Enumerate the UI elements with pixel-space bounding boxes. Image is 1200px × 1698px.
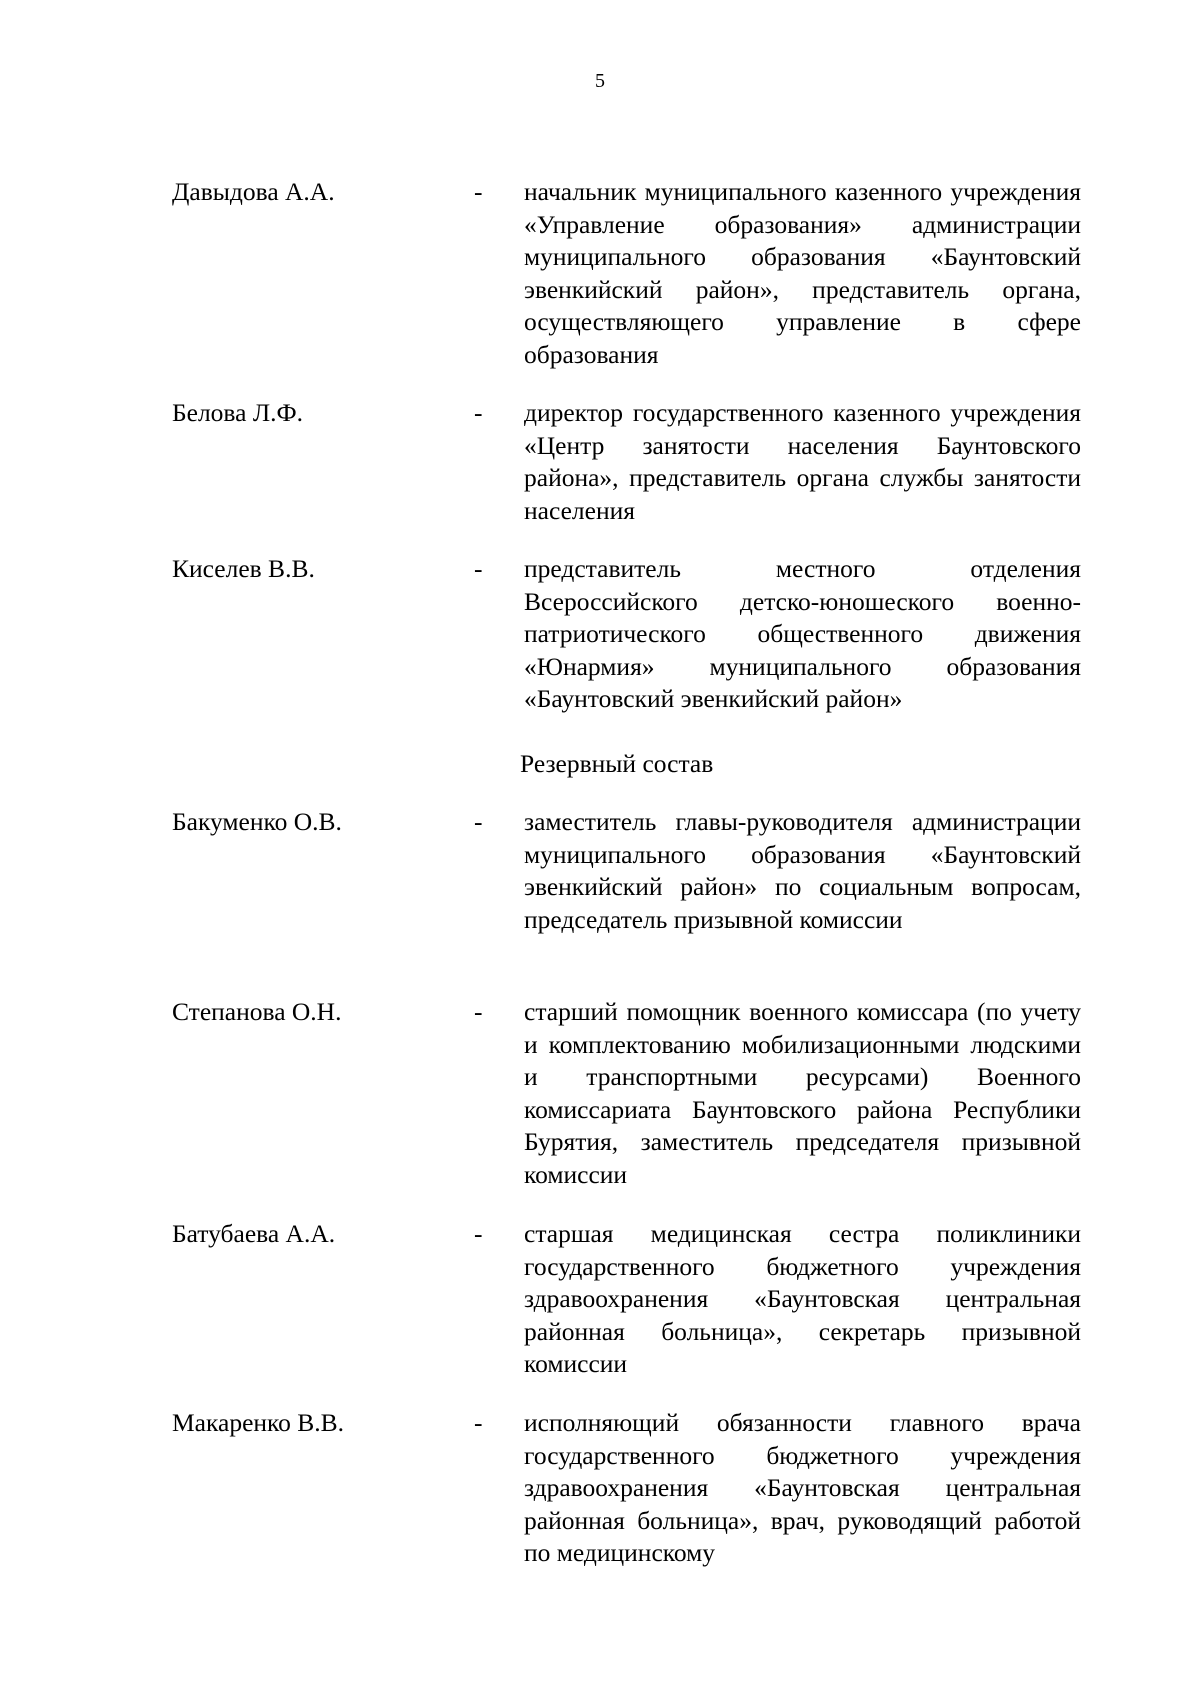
entry-dash: - — [474, 1219, 483, 1248]
member-description: старшая медицинская сестра поликлиники государственного бюджетного учреждения здравоохранения «Баунтовская центральная районная больница», секретарь призывной комиссии — [524, 1219, 1081, 1379]
member-description: исполняющий обязанности главного врача государственного бюджетного учреждения здравоохранения «Баунтовская центральная районная больница», врач, руководящий работой по медицинскому — [524, 1408, 1081, 1568]
entry-dash: - — [474, 398, 483, 427]
member-description: старший помощник военного комиссара (по учету и комплектованию мобилизационными людскими и транспортными ресурсами) Военного комиссариата Баунтовского района Республики Бурятия, заместитель председателя призывной комиссии — [524, 997, 1081, 1189]
entry-dash: - — [474, 554, 483, 583]
member-description: заместитель главы-руководителя администрации муниципального образования «Баунтовский эвенкийский район» по социальным вопросам, председатель призывной комиссии — [524, 807, 1081, 934]
member-description: представитель местного отделения Всероссийского детско-юношеского военно-патриотического общественного движения «Юнармия» муниципального образования «Баунтовский эвенкийский район» — [524, 554, 1081, 714]
member-name: Давыдова А.А. — [172, 177, 335, 206]
entry-dash: - — [474, 1408, 483, 1437]
member-name: Степанова О.Н. — [172, 997, 342, 1026]
entry-dash: - — [474, 177, 483, 206]
entry-dash: - — [474, 997, 483, 1026]
member-name: Макаренко В.В. — [172, 1408, 345, 1437]
member-name: Бакуменко О.В. — [172, 807, 342, 836]
member-name: Киселев В.В. — [172, 554, 315, 583]
page-number: 5 — [595, 70, 605, 92]
member-description: начальник муниципального казенного учреждения «Управление образования» администрации муниципального образования «Баунтовский эвенкийский район», представитель органа, осуществляющего управление в сфере образования — [524, 177, 1081, 369]
member-name: Белова Л.Ф. — [172, 398, 304, 427]
member-description: директор государственного казенного учреждения «Центр занятости населения Баунтовского района», представитель органа службы занятости населения — [524, 398, 1081, 525]
entry-dash: - — [474, 807, 483, 836]
reserve-section-heading: Резервный состав — [520, 749, 714, 778]
member-name: Батубаева А.А. — [172, 1219, 336, 1248]
